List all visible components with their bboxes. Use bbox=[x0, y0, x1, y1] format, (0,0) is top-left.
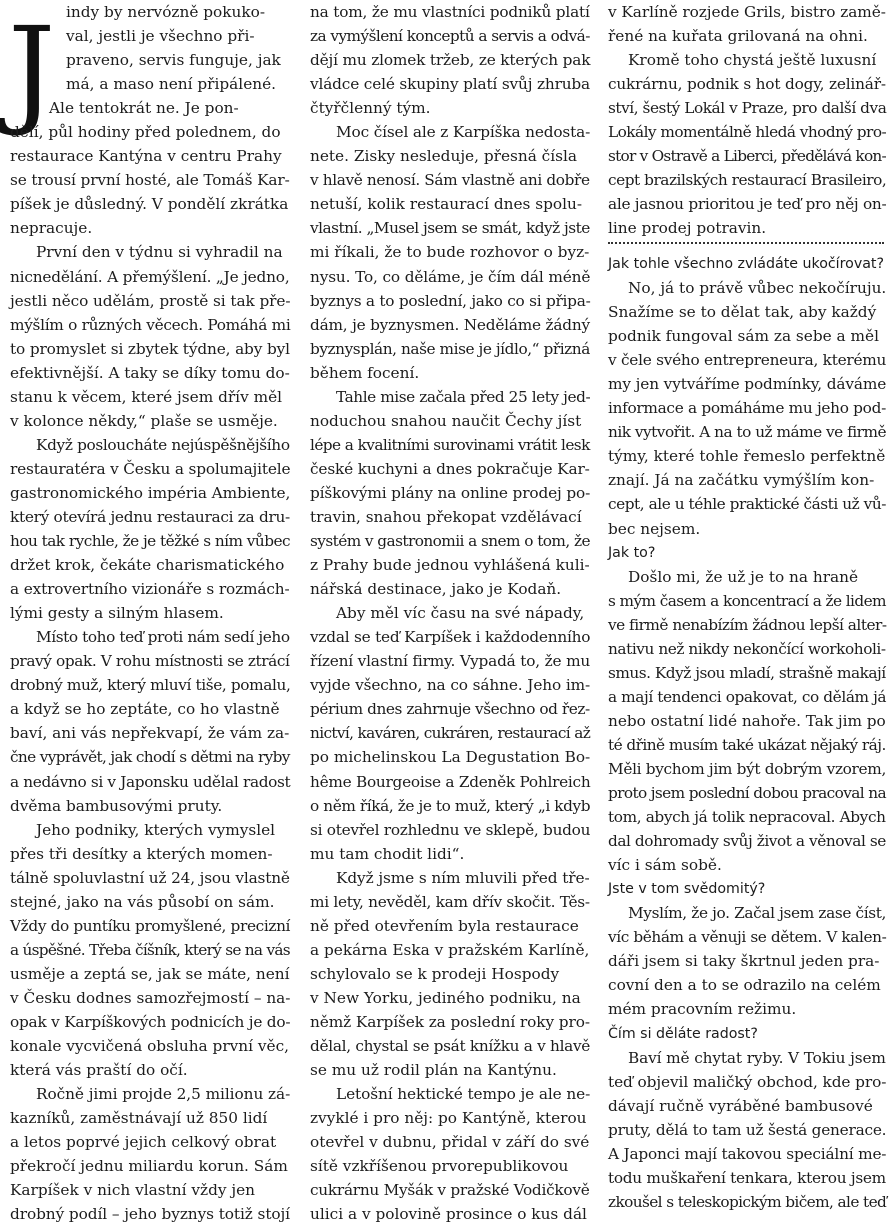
text-line: vzdal se teď Karpíšek i každodenního bbox=[310, 628, 591, 647]
text-line: čne vyprávět, jak chodí s dětmi na ryby bbox=[10, 748, 290, 767]
text-line: cukrárnu, podnik s hot dogy, zelinář- bbox=[608, 75, 886, 94]
text-line: během focení. bbox=[310, 363, 420, 382]
column-3-interview bbox=[608, 252, 886, 1214]
text-line: pravý opak. V rohu místnosti se ztrácí bbox=[10, 652, 290, 671]
text-line: a nedávno si v Japonsku udělal radost bbox=[10, 772, 291, 791]
text-line: řízení vlastní firmy. Vypadá to, že mu bbox=[310, 652, 591, 671]
text-line: cept brazilských restaurací Brasileiro, bbox=[608, 171, 887, 190]
text-line: systém v gastronomii a snem o tom, že bbox=[310, 532, 590, 551]
text-line: smus. Když jsou mladí, strašně makají bbox=[608, 663, 886, 682]
text-line: ve firmě nenabízím žádnou lepší alter- bbox=[608, 615, 887, 634]
text-line: cukrárnu Myšák v pražské Vodičkově bbox=[310, 1181, 590, 1200]
text-line: drobný muž, který mluví tiše, pomalu, bbox=[10, 676, 291, 695]
text-line: v Karlíně rozjede Grils, bistro zamě- bbox=[608, 3, 886, 21]
text-line: praveno, servis funguje, jak bbox=[66, 51, 281, 70]
text-line: nářská destinace, jako je Kodaň. bbox=[310, 580, 562, 599]
text-line: todu muškaření tenkara, kterou jsem bbox=[608, 1168, 886, 1187]
text-line: travin, snahou překopat vzdělávací bbox=[310, 507, 582, 526]
text-line: a letos poprvé jejich celkový obrat bbox=[10, 1133, 277, 1152]
text-line: víc běhám a věnuji se dětem. V kalen- bbox=[608, 928, 887, 947]
text-line: Baví mě chytat ryby. V Tokiu jsem bbox=[628, 1048, 886, 1067]
text-line: No, já to právě vůbec nekočíruju. bbox=[628, 279, 887, 298]
text-line: a pekárna Eska v pražském Karlíně, bbox=[310, 940, 590, 959]
text-line: přes tři desítky a kterých momen- bbox=[10, 844, 273, 863]
text-line: drobný podíl – jeho byznys totiž stojí bbox=[10, 1205, 290, 1224]
text-line: informace a pomáháme mu jeho pod- bbox=[608, 399, 886, 418]
text-line: té dřině musím také ukázat nějaký ráj. bbox=[608, 735, 886, 754]
text-line: překročí jednu miliardu korun. Sám bbox=[10, 1157, 288, 1176]
text-line: nativu než nikdy nekončící workoholi- bbox=[608, 639, 886, 658]
text-line: restauratéra v Česku a spolumajitele bbox=[10, 459, 291, 478]
text-line: dám, je byznysmen. Neděláme žádný bbox=[310, 315, 590, 334]
text-line: který otevírá jednu restauraci za dru- bbox=[10, 507, 290, 526]
text-line: Kromě toho chystá ještě luxusní bbox=[628, 51, 877, 70]
text-line: zkoušel s teleskopickým bičem, ale teď bbox=[608, 1192, 887, 1211]
text-line: na tom, že mu vlastníci podniků platí bbox=[310, 3, 590, 21]
text-line: lými gesty a silným hlasem. bbox=[10, 604, 224, 623]
text-line: se trousí první hosté, ale Tomáš Kar- bbox=[10, 171, 290, 190]
text-line: v kolonce někdy,“ plaše se usměje. bbox=[10, 411, 278, 430]
text-line: Tahle mise začala před 25 lety jed- bbox=[336, 387, 591, 406]
text-line: konale vycvičená obsluha první věc, bbox=[10, 1037, 290, 1056]
text-line: jestli něco udělám, prostě si tak pře- bbox=[10, 291, 291, 310]
text-line: covní den a to se odrazilo na celém bbox=[608, 976, 881, 995]
text-line: tálně spoluvlastní už 24, jsou vlastně bbox=[10, 868, 290, 887]
text-line: périum dnes zahrnuje všechno od řez- bbox=[310, 700, 590, 719]
text-line: otevřel v dubnu, přidal v září do své bbox=[310, 1133, 590, 1152]
text-line: dáři jsem si taky škrtnul jeden pra- bbox=[608, 952, 880, 971]
text-line: byznysplán, naše mise je jídlo,“ přizná bbox=[310, 339, 590, 358]
text-line: v New Yorku, jediného podniku, na bbox=[310, 988, 581, 1007]
interview-question: Čím si děláte radost? bbox=[608, 1025, 758, 1042]
text-line: dvěma bambusovými pruty. bbox=[10, 796, 223, 815]
text-line: v čele svého entrepreneura, kterému bbox=[608, 351, 887, 370]
text-line: s mým časem a koncentrací a že lidem bbox=[608, 591, 886, 610]
text-line: netuší, kolik restaurací dnes spolu- bbox=[310, 195, 583, 214]
text-line: a úspěšné. Třeba číšník, který se na vás bbox=[10, 940, 290, 959]
text-line: po michelinskou La Degustation Bo- bbox=[310, 748, 591, 767]
text-line: vládce celé skupiny platí svůj zhruba bbox=[310, 75, 591, 94]
text-line: efektivnější. A taky se díky tomu do- bbox=[10, 363, 290, 382]
text-line: v hlavě nenosí. Sám vlastně ani dobře bbox=[310, 171, 590, 190]
text-line: Aby měl víc času na své nápady, bbox=[336, 604, 585, 623]
interview-question: Jak to? bbox=[608, 544, 656, 561]
text-line: čtyřčlenný tým. bbox=[310, 99, 431, 118]
text-line: Ročně jimi projde 2,5 milionu zá- bbox=[36, 1085, 291, 1104]
text-line: gastronomického impéria Ambiente, bbox=[10, 483, 291, 502]
text-line: a extrovertního vizionáře s rozmách- bbox=[10, 580, 290, 599]
column-2 bbox=[310, 0, 590, 1226]
text-line: nicnedělání. A přemýšlení. „Je jedno, bbox=[10, 267, 290, 286]
text-line: indy by nervózně pokuko- bbox=[66, 3, 266, 21]
text-line: v Česku dodnes samozřejmostí – na- bbox=[10, 988, 291, 1007]
text-line: Místo toho teď proti nám sedí jeho bbox=[36, 628, 290, 647]
text-line: mi lety, nevěděl, kam dřív skočit. Těs- bbox=[310, 892, 590, 911]
text-line: pruty, dělá to tam už šestá generace. bbox=[608, 1120, 887, 1139]
text-line: Moc čísel ale z Karpíška nedosta- bbox=[336, 123, 591, 142]
text-line: Jeho podniky, kterých vymyslel bbox=[36, 820, 276, 839]
text-line: sítě vzkříšenou prvorepublikovou bbox=[310, 1157, 569, 1176]
text-line: tom, abych já tolik nepracoval. Abych bbox=[608, 808, 886, 827]
text-line: se mu už rodil plán na Kantýnu. bbox=[310, 1061, 557, 1080]
text-line: vyjde všechno, na co sáhne. Jeho im- bbox=[310, 676, 591, 695]
text-line: za vymýšlení konceptů a servis a odvá- bbox=[310, 27, 590, 46]
text-line: dělí, půl hodiny před polednem, do bbox=[10, 123, 281, 142]
text-line: stor v Ostravě a Liberci, předělává kon- bbox=[608, 147, 886, 166]
text-line: ství, šestý Lokál v Praze, pro další dva bbox=[608, 99, 887, 118]
text-line: dávají ručně vyráběné bambusové bbox=[608, 1096, 873, 1115]
text-line: my jen vytváříme podmínky, dáváme bbox=[608, 375, 887, 394]
text-line: hou tak rychle, že je těžké s ním vůbec bbox=[10, 532, 291, 551]
text-line: restaurace Kantýna v centru Prahy bbox=[10, 147, 282, 166]
text-line: kazníků, zaměstnávají už 850 lidí bbox=[10, 1109, 268, 1128]
text-line: má, a maso není připálené. bbox=[66, 75, 277, 94]
text-line: line prodej potravin. bbox=[608, 219, 767, 238]
text-line: řené na kuřata grilovaná na ohni. bbox=[608, 27, 868, 46]
text-line: mýšlím o různých věcech. Pomáhá mi bbox=[10, 315, 291, 334]
text-line: Snažíme se to dělat tak, aby každý bbox=[608, 303, 877, 322]
text-line: Vždy do puntíku promyšlené, precizní bbox=[10, 916, 291, 935]
text-line: Lokály momentálně hledá vhodný pro- bbox=[608, 123, 887, 142]
text-line: teď objevil maličký obchod, kde pro- bbox=[608, 1072, 887, 1091]
text-line: val, jestli je všechno při- bbox=[66, 27, 255, 46]
text-line: opak v Karpíškových podnicích je do- bbox=[10, 1012, 291, 1031]
text-line: usměje a zeptá se, jak se máte, není bbox=[10, 964, 290, 983]
text-line: Letošní hektické tempo je ale ne- bbox=[336, 1085, 591, 1104]
text-line: hême Bourgeoise a Zdeněk Pohlreich bbox=[310, 772, 591, 791]
text-line: nictví, kaváren, cukráren, restaurací až bbox=[310, 724, 591, 743]
text-line: ulici a v polovině prosince o kus dál bbox=[310, 1205, 587, 1224]
text-line: Došlo mi, že už je to na hraně bbox=[628, 567, 859, 586]
text-line: mém pracovním režimu. bbox=[608, 1000, 797, 1019]
text-line: týmy, které tohle řemeslo perfektně bbox=[608, 447, 886, 466]
drop-cap: J bbox=[8, 1, 56, 139]
text-line: zvyklé i pro něj: po Kantýně, kterou bbox=[310, 1109, 587, 1128]
text-line: stanu k věcem, které jsem dřív měl bbox=[10, 387, 283, 406]
text-line: Když posloucháte nejúspěšnějšího bbox=[36, 435, 290, 454]
text-line: podnik fungoval sám za sebe a měl bbox=[608, 327, 879, 346]
text-line: dal dohromady svůj život a věnoval se bbox=[608, 832, 886, 851]
interview-question: Jste v tom svědomitý? bbox=[608, 881, 766, 898]
column-3-intro bbox=[608, 0, 886, 240]
text-line: němž Karpíšek za poslední roky pro- bbox=[310, 1012, 590, 1031]
text-line: to promyslet si zbytek týdne, aby byl bbox=[10, 339, 290, 358]
text-line: a když se ho zeptáte, co ho vlastně bbox=[10, 700, 280, 719]
text-line: mi říkali, že to bude rozhovor o byz- bbox=[310, 243, 590, 262]
text-line: nebo ostatní lidé nahoře. Tak jim po bbox=[608, 711, 886, 730]
dotted-separator bbox=[608, 242, 884, 244]
text-line: si otevřel rozhlednu ve sklepě, budou bbox=[310, 820, 591, 839]
text-line: baví, ani vás nepřekvapí, že vám za- bbox=[10, 724, 290, 743]
text-line: ně před otevřením byla restaurace bbox=[310, 916, 579, 935]
text-line: a mají tendenci opakovat, co dělám já bbox=[608, 687, 887, 706]
text-line: A Japonci mají takovou speciální me- bbox=[608, 1144, 887, 1163]
text-line: Když jsme s ním mluvili před tře- bbox=[336, 868, 590, 887]
text-line: dělal, chystal se psát knížku a v hlavě bbox=[310, 1037, 591, 1056]
text-line: stejné, jako na vás působí on sám. bbox=[10, 892, 275, 911]
text-line: noduchou snahou naučit Čechy jíst bbox=[310, 411, 582, 430]
text-line: nik vytvořit. A na to už máme ve firmě bbox=[608, 423, 886, 442]
text-line: proto jsem poslední dobou pracoval na bbox=[608, 784, 886, 803]
text-line: Myslím, že jo. Začal jsem zase číst, bbox=[628, 904, 887, 923]
text-line: držet krok, čekáte charismatického bbox=[10, 556, 285, 575]
text-line: Měli bychom jim být dobrým vzorem, bbox=[608, 759, 886, 778]
text-line: lépe a kvalitními surovinami vrátit lesk bbox=[310, 435, 590, 454]
text-line: byznys a to poslední, jako co si připa- bbox=[310, 291, 591, 310]
text-line: píškovými plány na online prodej po- bbox=[310, 483, 591, 502]
text-line: o něm říká, že je to muž, který „i kdyb bbox=[310, 796, 591, 815]
text-line: vlastní. „Musel jsem se smát, když jste bbox=[310, 219, 590, 238]
column-1 bbox=[10, 0, 290, 1226]
text-line: české kuchyni a dnes pokračuje Kar- bbox=[310, 459, 590, 478]
text-line: nepracuje. bbox=[10, 219, 93, 238]
text-line: Ale tentokrát ne. Je pon- bbox=[49, 99, 239, 118]
interview-question: Jak tohle všechno zvládáte ukočírovat? bbox=[608, 256, 884, 272]
text-line: ale jasnou prioritou je teď pro něj on- bbox=[608, 195, 887, 214]
text-line: dějí mu zlomek tržeb, ze kterých pak bbox=[310, 51, 591, 70]
text-line: mu tam chodit lidi“. bbox=[310, 844, 465, 863]
text-line: která vás praští do očí. bbox=[10, 1061, 188, 1080]
text-line: cept, ale u téhle praktické části už vů- bbox=[608, 495, 886, 514]
text-line: nysu. To, co děláme, je čím dál méně bbox=[310, 267, 591, 286]
text-line: schylovalo se k prodeji Hospody bbox=[310, 964, 560, 983]
text-line: bec nejsem. bbox=[608, 519, 701, 538]
text-line: znají. Já na začátku vymýšlím kon- bbox=[608, 471, 875, 490]
text-line: z Prahy bude jednou vyhlášená kuli- bbox=[310, 556, 590, 575]
text-line: nete. Zisky nesleduje, přesná čísla bbox=[310, 147, 578, 166]
text-line: První den v týdnu si vyhradil na bbox=[36, 243, 283, 262]
text-line: píšek je důsledný. V pondělí zkrátka bbox=[10, 195, 289, 214]
text-line: víc i sám sobě. bbox=[608, 856, 722, 875]
text-line: Karpíšek v nich vlastní vždy jen bbox=[10, 1181, 256, 1200]
